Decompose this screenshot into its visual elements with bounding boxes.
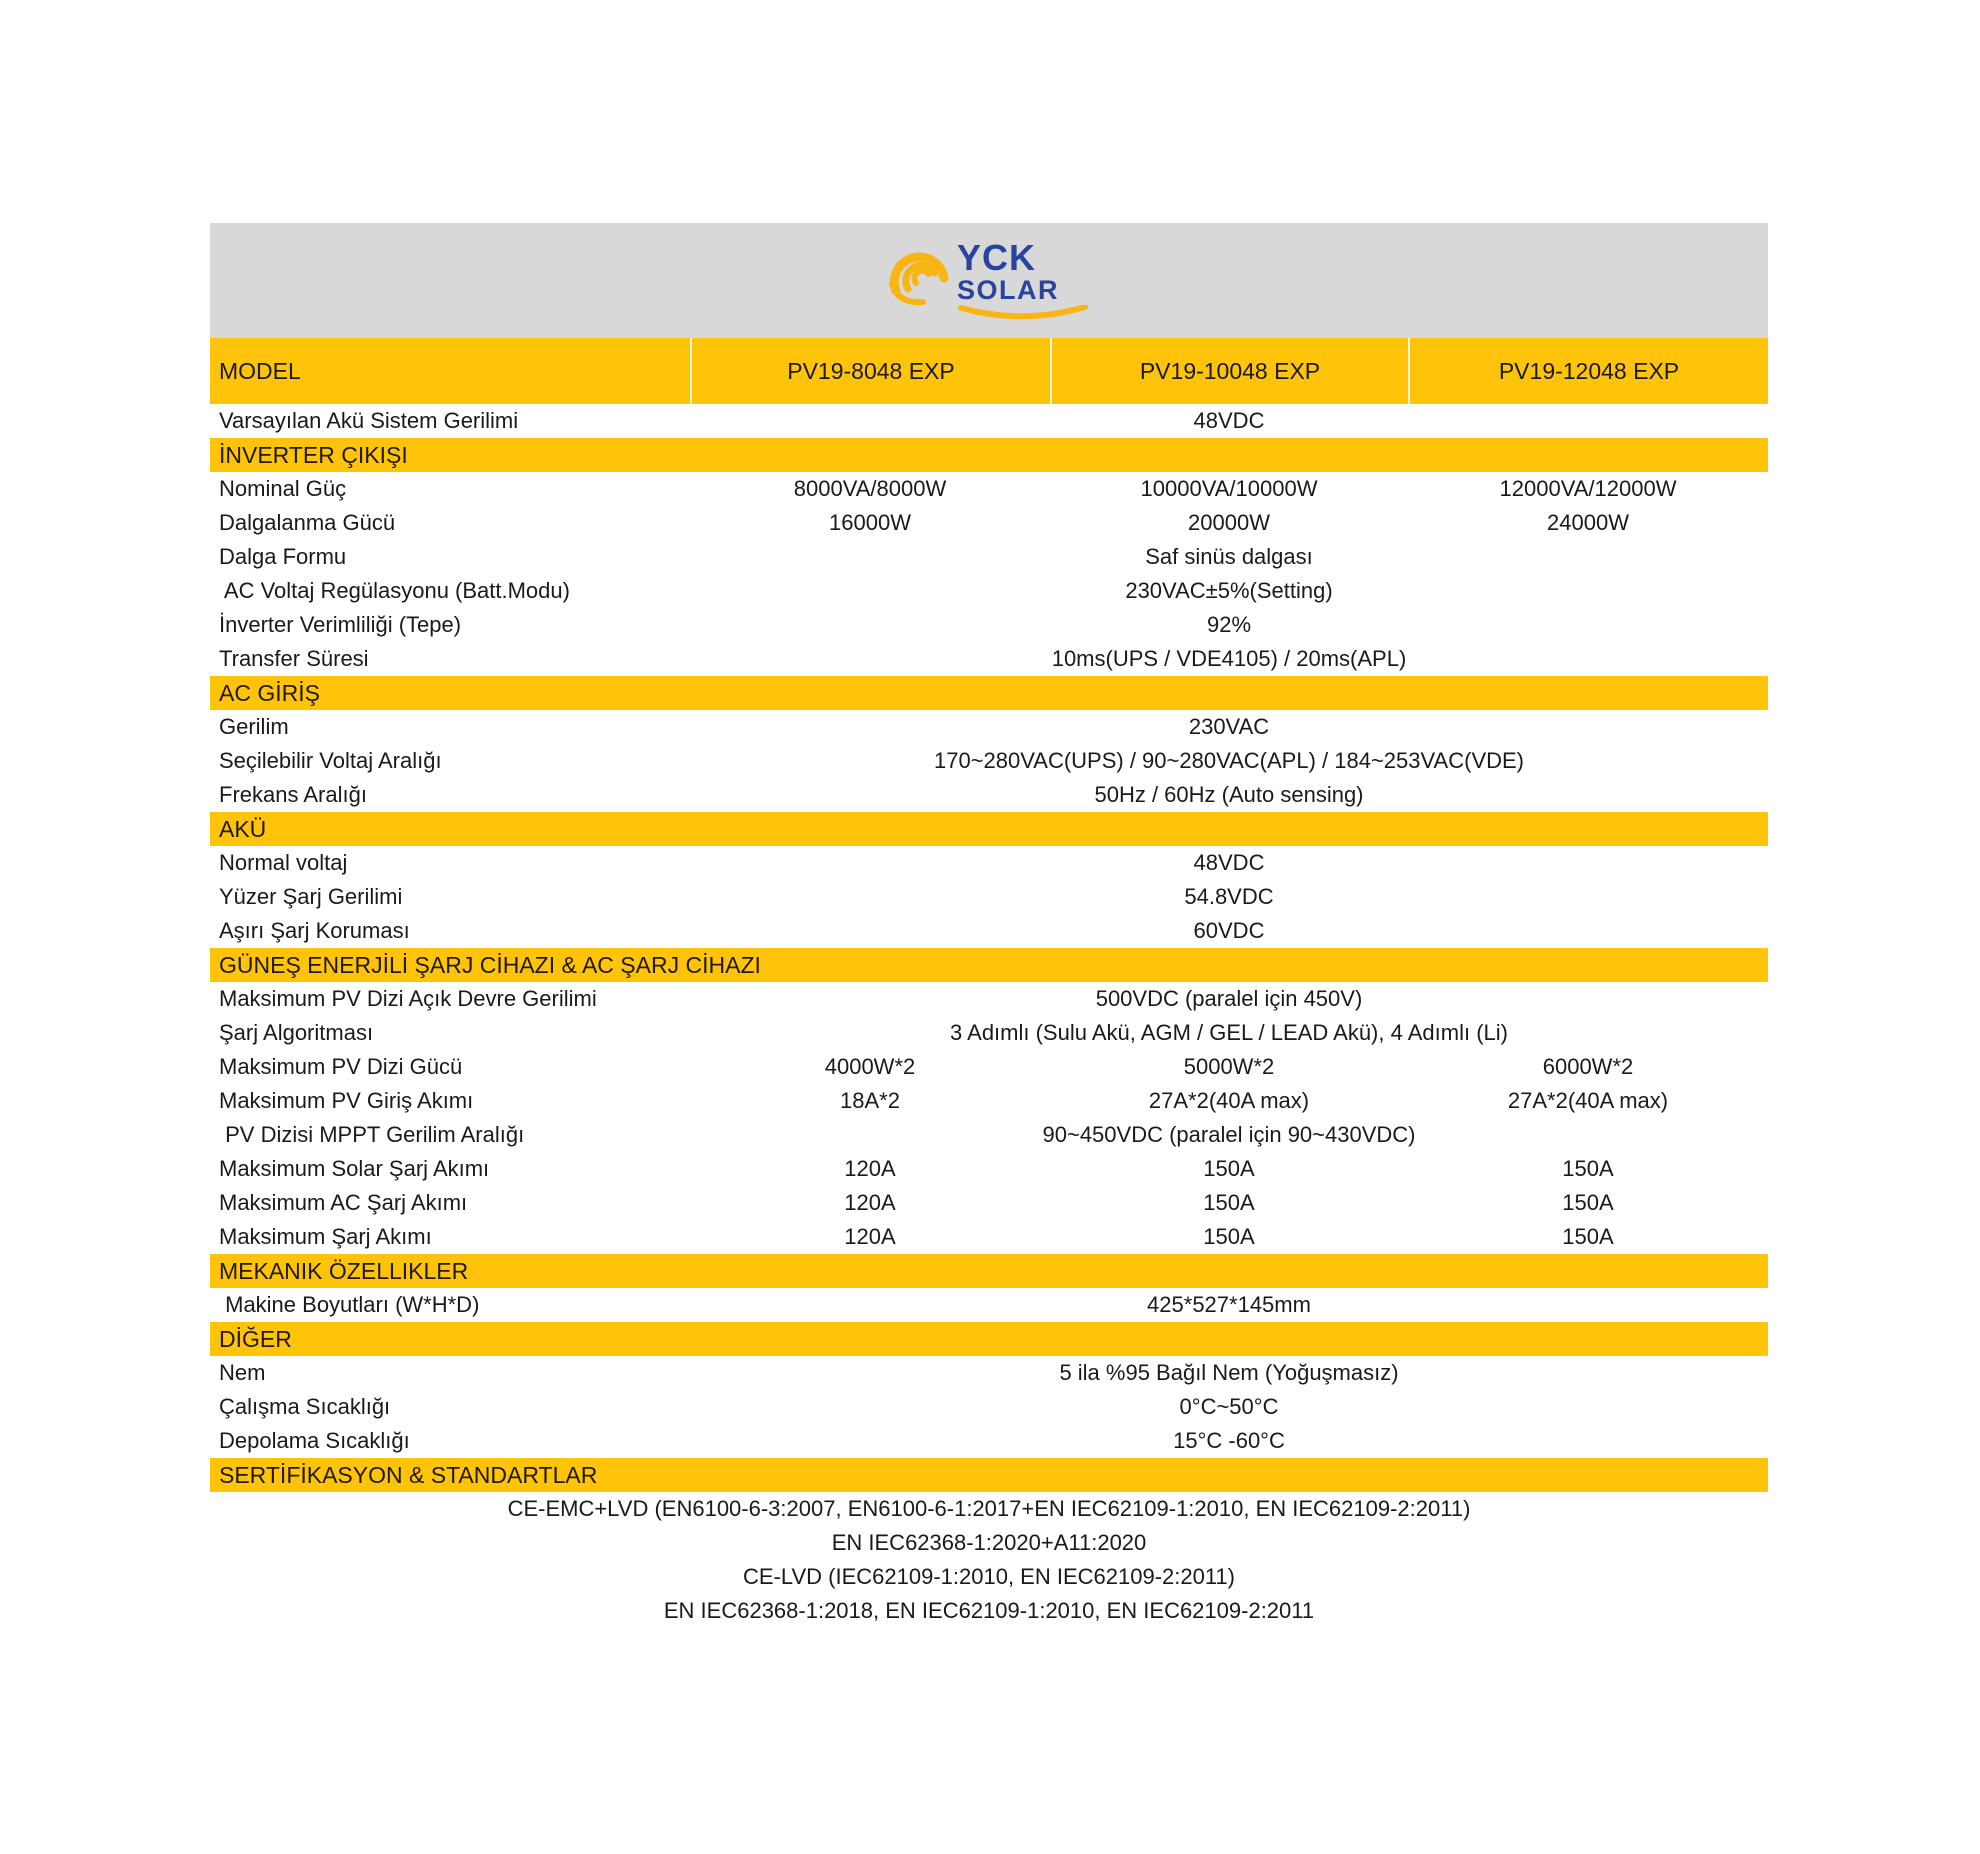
row-value: Saf sinüs dalgası (1145, 544, 1313, 569)
row-value: 48VDC (1193, 850, 1265, 875)
section-header-row (210, 812, 1768, 846)
row-value: 3 Adımlı (Sulu Akü, AGM / GEL / LEAD Akü), 4 Adımlı (Li) (950, 1020, 1508, 1045)
row-value: 54.8VDC (1184, 884, 1274, 909)
certification-line: EN IEC62368-1:2018, EN IEC62109-1:2010, EN IEC62109-2:2011 (663, 1598, 1315, 1623)
spec-row (210, 1084, 1768, 1118)
section-header-row (210, 1254, 1768, 1288)
row-value-model-1: 18A*2 (840, 1088, 900, 1113)
row-value: 500VDC (paralel için 450V) (1095, 986, 1363, 1011)
brand-subname: SOLAR (957, 275, 1059, 305)
spec-row (210, 982, 1768, 1016)
row-label: Nominal Güç (219, 476, 347, 501)
section-header-row (210, 1458, 1768, 1492)
row-label: Maksimum AC Şarj Akımı (219, 1190, 468, 1215)
swoosh-arc-icon (957, 305, 1089, 321)
model-name-2: PV19-10048 EXP (1050, 338, 1408, 404)
row-label: Dalgalanma Gücü (219, 510, 396, 535)
section-title: GÜNEŞ ENERJİLİ ŞARJ CİHAZI & AC ŞARJ CİHAZI (219, 951, 761, 978)
row-label: Maksimum Şarj Akımı (219, 1224, 432, 1249)
row-label: Depolama Sıcaklığı (219, 1428, 410, 1453)
row-value: 5 ila %95 Bağıl Nem (Yoğuşmasız) (1059, 1360, 1399, 1385)
spec-table-body (210, 404, 1768, 1628)
spec-row (210, 1390, 1768, 1424)
logo-text (957, 237, 1089, 321)
section-title: AC GİRİŞ (219, 679, 320, 706)
row-value-model-1: 16000W (829, 510, 911, 535)
section-header-row (210, 1322, 1768, 1356)
spec-row (210, 1288, 1768, 1322)
row-value-model-3: 27A*2(40A max) (1507, 1088, 1669, 1113)
row-label: Şarj Algoritması (219, 1020, 374, 1045)
row-value-model-2: 27A*2(40A max) (1148, 1088, 1310, 1113)
logo-band (210, 223, 1768, 338)
row-label: Frekans Aralığı (219, 782, 367, 807)
section-title: İNVERTER ÇIKIŞI (219, 441, 408, 468)
section-title: AKÜ (219, 815, 267, 842)
certification-line: CE-LVD (IEC62109-1:2010, EN IEC62109-2:2011) (742, 1564, 1235, 1589)
row-label: Varsayılan Akü Sistem Gerilimi (219, 408, 519, 433)
row-label: Maksimum Solar Şarj Akımı (219, 1156, 490, 1181)
row-label: Aşırı Şarj Koruması (219, 918, 410, 943)
spec-row (210, 846, 1768, 880)
row-value-model-3: 150A (1562, 1190, 1614, 1215)
spec-row (210, 1424, 1768, 1458)
row-label: Nem (219, 1360, 266, 1385)
row-label: PV Dizisi MPPT Gerilim Aralığı (219, 1122, 525, 1147)
row-value-model-1: 120A (844, 1156, 896, 1181)
spec-row (210, 506, 1768, 540)
row-value: 0°C~50°C (1179, 1394, 1279, 1419)
certification-line: CE-EMC+LVD (EN6100-6-3:2007, EN6100-6-1:2017+EN IEC62109-1:2010, EN IEC62109-2:2011) (507, 1496, 1471, 1521)
section-header-row (210, 948, 1768, 982)
row-label: Seçilebilir Voltaj Aralığı (219, 748, 442, 773)
row-value-model-2: 150A (1203, 1224, 1255, 1249)
row-label: Makine Boyutları (W*H*D) (219, 1292, 480, 1317)
spec-row (210, 1050, 1768, 1084)
spec-row (210, 472, 1768, 506)
section-header-row (210, 676, 1768, 710)
row-label: Dalga Formu (219, 544, 347, 569)
model-name-1: PV19-8048 EXP (690, 338, 1050, 404)
row-value-model-2: 5000W*2 (1183, 1054, 1275, 1079)
section-title: MEKANIK ÖZELLIKLER (219, 1257, 469, 1284)
row-value: 230VAC±5%(Setting) (1125, 578, 1333, 603)
row-value-model-2: 150A (1203, 1156, 1255, 1181)
row-label: Maksimum PV Giriş Akımı (219, 1088, 474, 1113)
row-value-model-3: 12000VA/12000W (1499, 476, 1677, 501)
row-value: 50Hz / 60Hz (Auto sensing) (1094, 782, 1364, 807)
row-value-model-3: 150A (1562, 1156, 1614, 1181)
row-value: 425*527*145mm (1147, 1292, 1311, 1317)
spec-row (210, 404, 1768, 438)
row-label: Transfer Süresi (219, 646, 369, 671)
row-value: 90~450VDC (paralel için 90~430VDC) (1042, 1122, 1416, 1147)
row-value: 92% (1206, 612, 1252, 637)
row-value: 48VDC (1193, 408, 1265, 433)
row-value-model-1: 120A (844, 1224, 896, 1249)
model-header-row (210, 338, 1768, 404)
brand-name: YCK (957, 237, 1037, 278)
spec-row (210, 778, 1768, 812)
row-label: Maksimum PV Dizi Açık Devre Gerilimi (219, 986, 597, 1011)
yck-solar-logo (889, 237, 1089, 321)
sun-swirl-icon (889, 242, 951, 310)
section-title: DİĞER (219, 1325, 292, 1352)
row-value: 230VAC (1188, 714, 1270, 739)
row-value-model-3: 6000W*2 (1542, 1054, 1634, 1079)
row-label: AC Voltaj Regülasyonu (Batt.Modu) (219, 578, 570, 603)
row-value: 10ms(UPS / VDE4105) / 20ms(APL) (1051, 646, 1407, 671)
row-value-model-1: 120A (844, 1190, 896, 1215)
spec-row (210, 880, 1768, 914)
row-value-model-2: 150A (1203, 1190, 1255, 1215)
spec-row (210, 744, 1768, 778)
spec-row (210, 608, 1768, 642)
row-value: 15°C -60°C (1173, 1428, 1285, 1453)
spec-row (210, 914, 1768, 948)
model-row-label: MODEL (219, 357, 301, 384)
spec-row (210, 1016, 1768, 1050)
spec-row (210, 1118, 1768, 1152)
row-value-model-1: 4000W*2 (824, 1054, 916, 1079)
row-value-model-3: 24000W (1547, 510, 1629, 535)
row-label: İnverter Verimliliği (Tepe) (219, 612, 462, 637)
section-title: SERTİFİKASYON & STANDARTLAR (219, 1461, 598, 1488)
row-label: Normal voltaj (219, 850, 348, 875)
row-value-model-1: 8000VA/8000W (793, 476, 947, 501)
row-value-model-2: 20000W (1188, 510, 1270, 535)
row-label: Yüzer Şarj Gerilimi (219, 884, 403, 909)
spec-table (210, 223, 1768, 1628)
row-value: 170~280VAC(UPS) / 90~280VAC(APL) / 184~253VAC(VDE) (933, 748, 1525, 773)
row-value-model-3: 150A (1562, 1224, 1614, 1249)
row-label: Gerilim (219, 714, 289, 739)
row-value-model-2: 10000VA/10000W (1140, 476, 1318, 501)
spec-row (210, 574, 1768, 608)
spec-row (210, 642, 1768, 676)
spec-row (210, 1356, 1768, 1390)
spec-row (210, 1186, 1768, 1220)
spec-row (210, 1220, 1768, 1254)
certification-line: EN IEC62368-1:2020+A11:2020 (831, 1530, 1147, 1555)
row-label: Maksimum PV Dizi Gücü (219, 1054, 463, 1079)
spec-row (210, 710, 1768, 744)
spec-row (210, 540, 1768, 574)
row-value: 60VDC (1193, 918, 1265, 943)
section-header-row (210, 438, 1768, 472)
spec-row (210, 1152, 1768, 1186)
row-label: Çalışma Sıcaklığı (219, 1394, 391, 1419)
model-name-3: PV19-12048 EXP (1408, 338, 1768, 404)
